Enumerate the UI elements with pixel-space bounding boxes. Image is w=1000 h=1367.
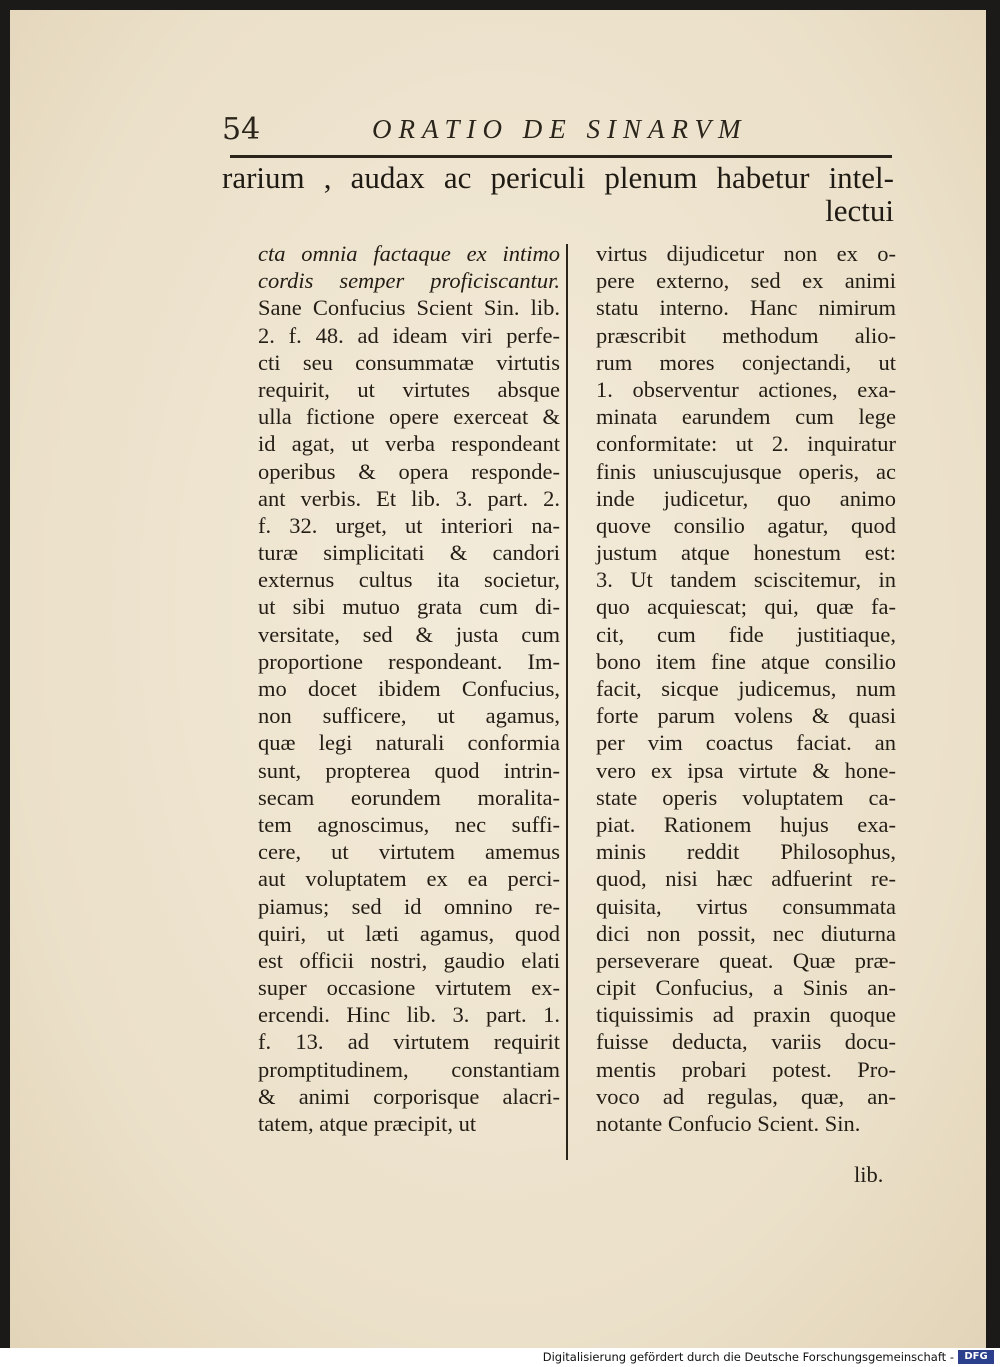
text-line: state operis voluptatem ca-	[596, 784, 896, 810]
text-line: id agat, ut verba respondeant	[258, 431, 560, 457]
text-line: super occasione virtutem ex-	[258, 975, 560, 1001]
text-line: piat. Rationem hujus exa-	[596, 811, 896, 837]
text-line: turæ simplicitati & candori	[258, 540, 560, 566]
digitization-footer	[0, 1348, 1000, 1367]
text-line: ercendi. Hinc lib. 3. part. 1.	[258, 1002, 560, 1028]
text-line: quiri, ut læti agamus, quod	[258, 920, 560, 946]
text-line: externus cultus ita societur,	[258, 567, 560, 593]
text-line: tatem, atque præcipit, ut	[258, 1111, 477, 1136]
text-line: est officii nostri, gaudio elati	[258, 947, 560, 973]
text-line: minata earundem cum lege	[596, 404, 896, 430]
text-line: fuisse deducta, variis docu-	[596, 1029, 896, 1055]
text-line: facit, sicque judicemus, num	[596, 676, 896, 701]
text-line: tem agnoscimus, nec suffi-	[258, 811, 560, 837]
text-line: perseverare queat. Quæ præ-	[596, 947, 896, 973]
text-line: cordis semper proficiscantur.	[258, 268, 560, 294]
text-line: non sufficere, ut agamus,	[258, 703, 560, 729]
text-line: ulla fictione opere exerceat &	[258, 404, 560, 430]
text-line: per vim coactus faciat. an	[596, 730, 896, 756]
text-line: proportione respondeant. Im-	[258, 648, 560, 674]
text-line: quo acquiescat; qui, quæ fa-	[596, 594, 896, 620]
text-line: mentis probari potest. Pro-	[596, 1056, 896, 1082]
text-line: virtus dijudicetur non ex o-	[596, 241, 896, 266]
text-line: conformitate: ut 2. inquiratur	[596, 431, 896, 457]
text-line: bono item fine atque consilio	[596, 648, 896, 674]
text-line: cit, cum fide justitiaque,	[596, 621, 896, 647]
carry-over-line: rarium , audax ac periculi plenum habetur intel-	[222, 160, 894, 195]
column-divider	[566, 244, 568, 1160]
text-line: tiquissimis ad praxin quoque	[596, 1002, 896, 1028]
text-line: quod, nisi hæc adfuerint re-	[596, 866, 896, 892]
text-line: & animi corporisque alacri-	[258, 1083, 560, 1109]
text-line: finis uniuscujusque operis, ac	[596, 458, 896, 484]
text-line: cipit Confucius, a Sinis an-	[596, 975, 896, 1001]
page-number: 54	[222, 112, 261, 147]
text-line: justum atque honestum est:	[596, 540, 896, 566]
left-column	[258, 240, 560, 1137]
text-line: mo docet ibidem Confucius,	[258, 676, 560, 701]
text-line: quæ legi naturali conformia	[258, 730, 560, 756]
text-line: 2. f. 48. ad ideam viri perfe-	[258, 322, 560, 348]
text-line: f. 32. urget, ut interiori na-	[258, 512, 560, 538]
text-line: forte parum volens & quasi	[596, 703, 896, 729]
catchword-bottom: lib.	[854, 1162, 884, 1187]
text-line: promptitudinem, constantiam	[258, 1056, 560, 1082]
text-line: 3. Ut tandem sciscitemur, in	[596, 567, 896, 593]
text-line: ant verbis. Et lib. 3. part. 2.	[258, 485, 560, 511]
running-title: ORATIO DE SINARVM	[372, 114, 748, 144]
text-line: minis reddit Philosophus,	[596, 839, 896, 865]
text-line: secam eorundem moralita-	[258, 784, 560, 810]
text-line: præscribit methodum alio-	[596, 322, 896, 348]
text-line: notante Confucio Scient. Sin.	[596, 1111, 861, 1136]
text-line: requirit, ut virtutes absque	[258, 376, 560, 402]
catchword-top: lectui	[825, 193, 894, 228]
text-line: statu interno. Hanc nimirum	[596, 295, 896, 321]
text-line: f. 13. ad virtutem requirit	[258, 1029, 560, 1055]
text-line: rum mores conjectandi, ut	[596, 349, 896, 375]
text-line: inde judicetur, quo animo	[596, 485, 896, 511]
text-line: cta omnia factaque ex intimo	[258, 241, 560, 266]
header-rule	[230, 155, 892, 158]
text-line: sunt, propterea quod intrin-	[258, 757, 560, 783]
text-line: cere, ut virtutem amemus	[258, 839, 560, 865]
text-line: aut voluptatem ex ea perci-	[258, 866, 560, 892]
text-line: voco ad regulas, quæ, an-	[596, 1083, 896, 1109]
text-line: 1. observentur actiones, exa-	[596, 376, 896, 402]
text-line: vero ex ipsa virtute & hone-	[596, 757, 896, 783]
footer-credit: Digitalisierung gefördert durch die Deutsche Forschungsgemeinschaft -	[542, 1350, 954, 1364]
text-line: quove consilio agatur, quod	[596, 512, 896, 538]
text-line: piamus; sed id omnino re-	[258, 893, 560, 919]
dfg-logo: DFG	[958, 1350, 994, 1364]
text-line: dici non possit, nec diuturna	[596, 920, 896, 946]
text-line: Sane Confucius Scient Sin. lib.	[258, 295, 560, 321]
text-line: cti seu consummatæ virtutis	[258, 349, 560, 375]
text-line: operibus & opera responde-	[258, 458, 560, 484]
text-line: quisita, virtus consummata	[596, 893, 896, 919]
text-line: versitate, sed & justa cum	[258, 621, 560, 647]
text-line: pere externo, sed ex animi	[596, 268, 896, 294]
page-header	[222, 112, 894, 152]
right-column	[596, 240, 896, 1137]
text-line: ut sibi mutuo grata cum di-	[258, 594, 560, 620]
